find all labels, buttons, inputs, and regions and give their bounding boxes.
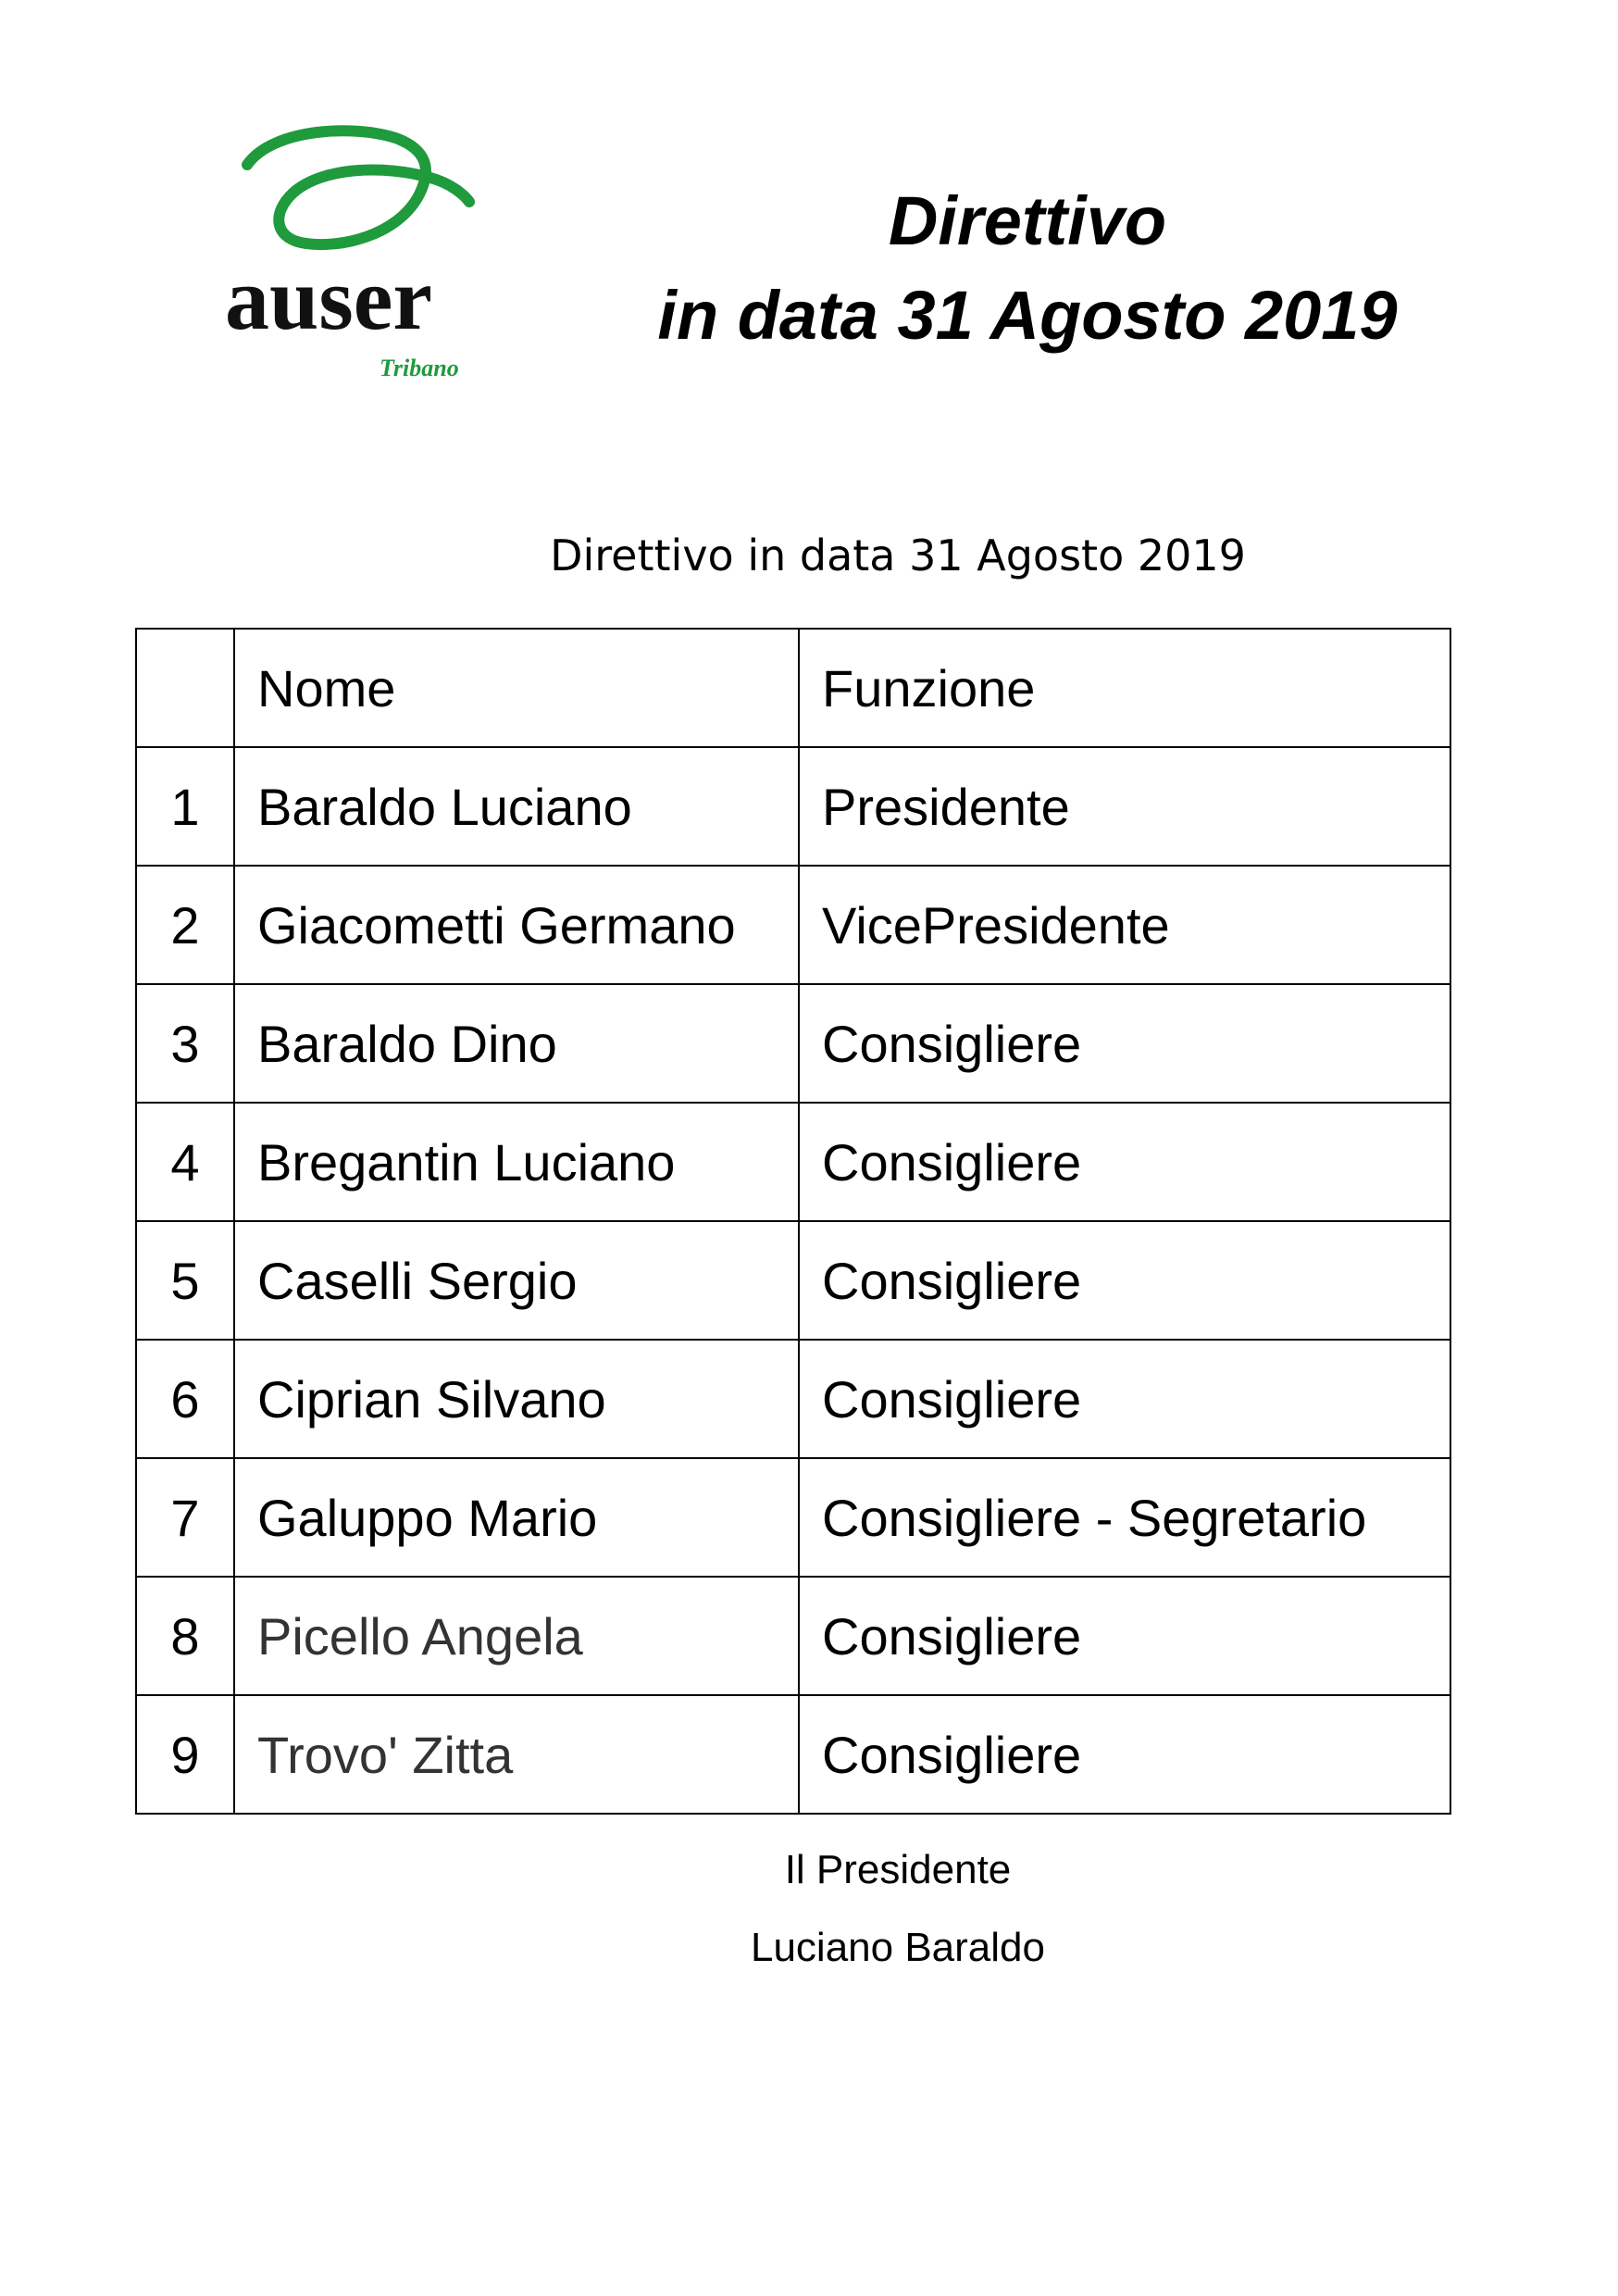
logo-wordmark: auser — [225, 249, 432, 348]
row-funzione: Consigliere — [799, 1340, 1450, 1458]
row-funzione: Presidente — [799, 747, 1450, 866]
row-number: 5 — [136, 1221, 234, 1340]
row-nome: Picello Angela — [234, 1577, 799, 1695]
row-funzione: Consigliere — [799, 1221, 1450, 1340]
row-number: 2 — [136, 866, 234, 984]
table-row — [136, 1340, 1450, 1458]
row-number: 4 — [136, 1103, 234, 1221]
heading-line-2: in data 31 Agosto 2019 — [657, 277, 1398, 354]
row-number: 1 — [136, 747, 234, 866]
row-number: 8 — [136, 1577, 234, 1695]
row-funzione: Consigliere — [799, 1577, 1450, 1695]
table-row — [136, 747, 1450, 866]
row-funzione: Consigliere — [799, 1695, 1450, 1814]
signature-title: Il Presidente — [784, 1847, 1012, 1892]
header-nome: Nome — [234, 629, 799, 747]
signature-name: Luciano Baraldo — [750, 1925, 1045, 1970]
row-funzione: Consigliere - Segretario — [799, 1458, 1450, 1577]
signature-block — [574, 1842, 1222, 1976]
table-row — [136, 866, 1450, 984]
row-number: 3 — [136, 984, 234, 1103]
row-nome: Caselli Sergio — [234, 1221, 799, 1340]
row-number: 6 — [136, 1340, 234, 1458]
heading-line-1: Direttivo — [888, 182, 1167, 259]
table-row — [136, 984, 1450, 1103]
table-row — [136, 1103, 1450, 1221]
row-nome: Trovo' Zitta — [234, 1695, 799, 1814]
row-nome: Baraldo Dino — [234, 984, 799, 1103]
row-number: 7 — [136, 1458, 234, 1577]
table-header-row — [136, 629, 1450, 747]
row-funzione: Consigliere — [799, 1103, 1450, 1221]
row-funzione: VicePresidente — [799, 866, 1450, 984]
header-number — [136, 629, 234, 747]
table-caption: Direttivo in data 31 Agosto 2019 — [550, 530, 1246, 580]
row-nome: Bregantin Luciano — [234, 1103, 799, 1221]
table-row — [136, 1458, 1450, 1577]
table-row — [136, 1221, 1450, 1340]
board-members-table — [135, 628, 1451, 1815]
row-number: 9 — [136, 1695, 234, 1814]
logo-tagline: Tribano — [380, 355, 459, 381]
auser-logo-graphic — [208, 120, 495, 389]
row-nome: Galuppo Mario — [234, 1458, 799, 1577]
row-nome: Baraldo Luciano — [234, 747, 799, 866]
row-nome: Giacometti Germano — [234, 866, 799, 984]
document-heading — [611, 174, 1444, 363]
header-funzione: Funzione — [799, 629, 1450, 747]
row-funzione: Consigliere — [799, 984, 1450, 1103]
row-nome: Ciprian Silvano — [234, 1340, 799, 1458]
auser-logo — [208, 120, 495, 389]
table-row — [136, 1695, 1450, 1814]
table-row — [136, 1577, 1450, 1695]
